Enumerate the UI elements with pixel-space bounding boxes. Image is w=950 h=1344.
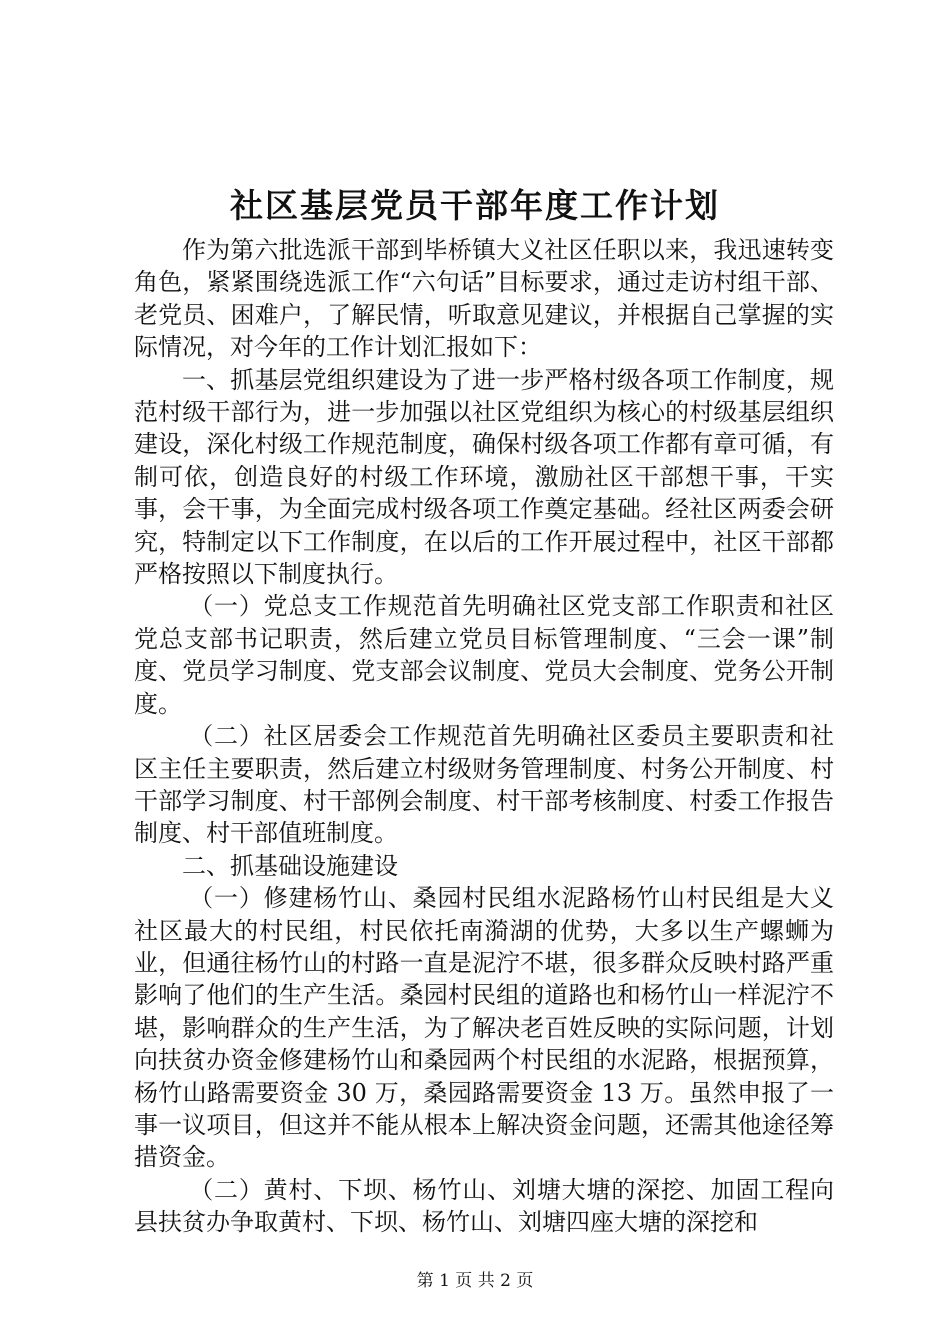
paragraph-intro: 作为第六批选派干部到毕桥镇大义社区任职以来，我迅速转变角色，紧紧围绕选派工作“六句话”目标要求，通过走访村组干部、老党员、困难户，了解民情，听取意见建议，并根据自己掌握的实际情况，对今年的工作计划汇报如下： xyxy=(134,236,834,362)
paragraph-section-two-heading: 二、抓基础设施建设 xyxy=(182,851,398,880)
document-title: 社区基层党员干部年度工作计划 xyxy=(230,186,720,225)
paragraph-road-construction: （一）修建杨竹山、桑园村民组水泥路杨竹山村民组是大义社区最大的村民组，村民依托南漪湖的优势，大多以生产螺蛳为业，但通往杨竹山的村路一直是泥泞不堪，很多群众反映村路严重影响了他们的生产生活。桑园村民组的道路也和杨竹山一样泥泞不堪，影响群众的生产生活，为了解决老百姓反映的实际问题，计划向扶贫办资金修建杨竹山和桑园两个村民组的水泥路，根据预算，杨竹山路需要资金 30 万，桑园路需要资金 13 万。虽然申报了一事一议项目，但这并不能从根本上解决资金问题，还需其他途径筹措资金。 xyxy=(134,884,834,1172)
paragraph-committee-rules: （二）社区居委会工作规范首先明确社区委员主要职责和社区主任主要职责，然后建立村级财务管理制度、村务公开制度、村干部学习制度、村干部例会制度、村干部考核制度、村委工作报告制度、村干部值班制度。 xyxy=(134,722,834,848)
document-body xyxy=(134,234,834,1239)
paragraph-section-one: 一、抓基层党组织建设为了进一步严格村级各项工作制度，规范村级干部行为，进一步加强以社区党组织为核心的村级基层组织建设，深化村级工作规范制度，确保村级各项工作都有章可循，有制可依，创造良好的村级工作环境，激励社区干部想干事，干实事，会干事，为全面完成村级各项工作奠定基础。经社区两委会研究，特制定以下工作制度，在以后的工作开展过程中，社区干部都严格按照以下制度执行。 xyxy=(134,365,834,589)
paragraph-pond-reinforcement: （二）黄村、下坝、杨竹山、刘塘大塘的深挖、加固工程向县扶贫办争取黄村、下坝、杨竹山、刘塘四座大塘的深挖和 xyxy=(134,1175,834,1237)
paragraph-party-branch-rules: （一）党总支工作规范首先明确社区党支部工作职责和社区党总支部书记职责，然后建立党员目标管理制度、“三会一课”制度、党员学习制度、党支部会议制度、党员大会制度、党务公开制度。 xyxy=(134,592,834,718)
page-footer: 第 1 页 共 2 页 xyxy=(416,1271,534,1291)
